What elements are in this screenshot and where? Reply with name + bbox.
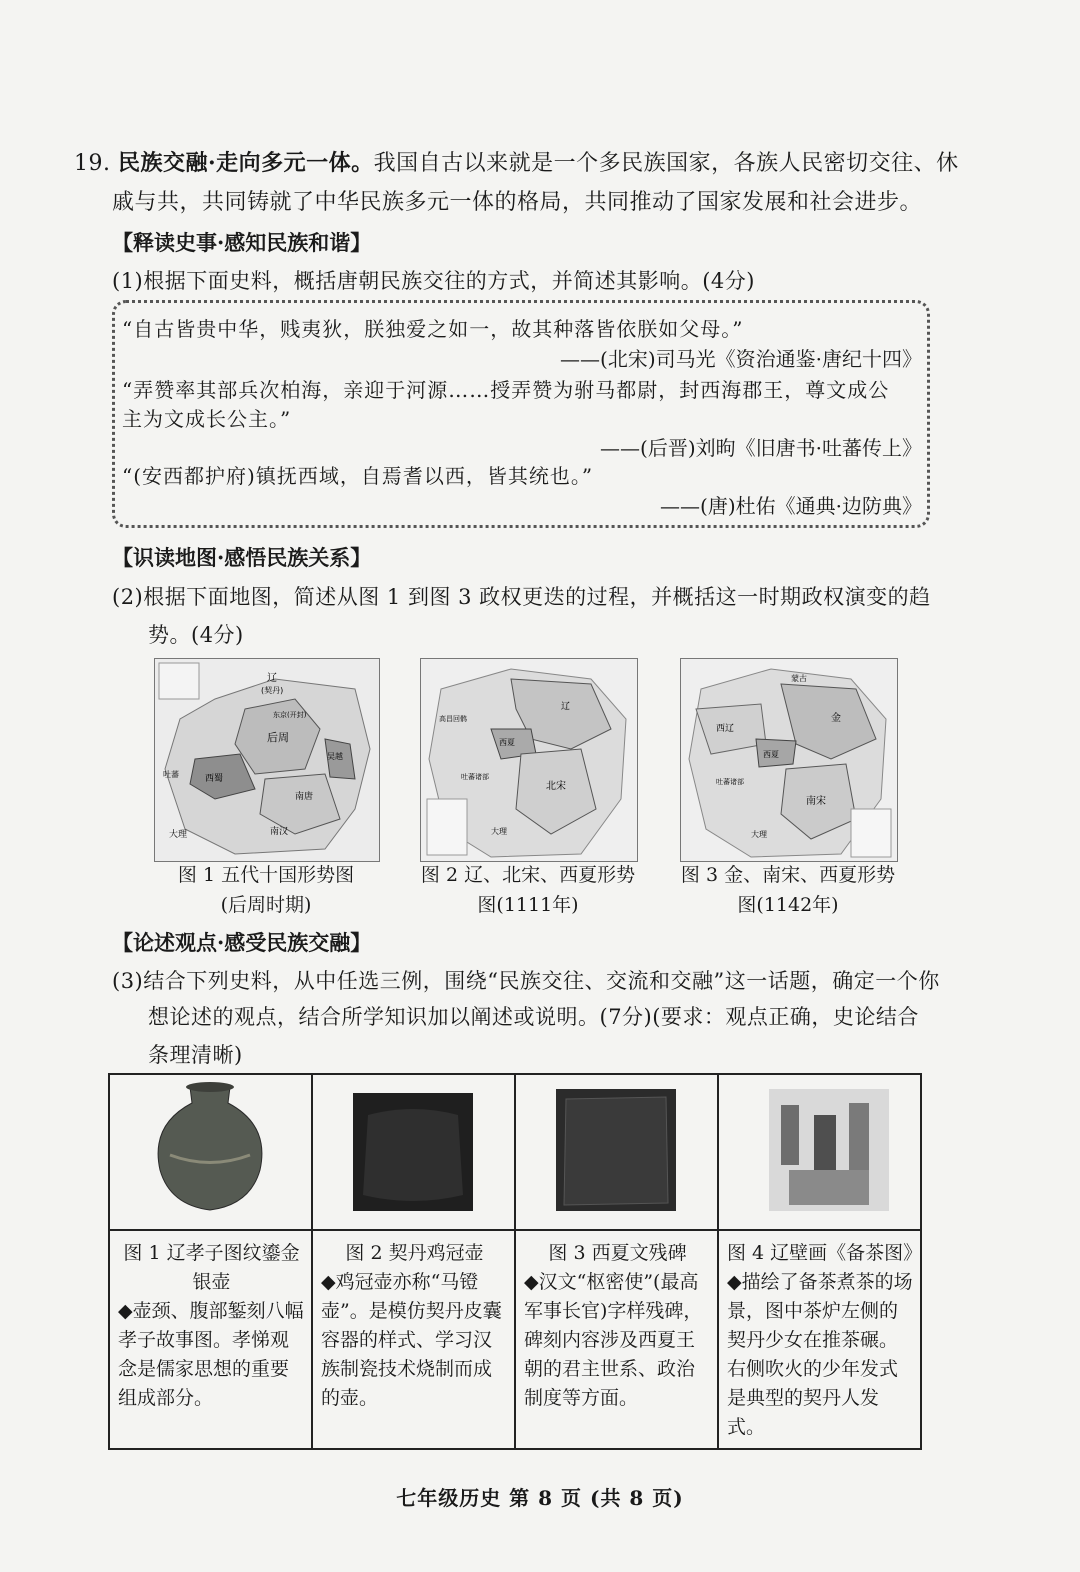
artifact-3-text: ◆汉文“枢密使”(最高军事长官)字样残碑，碑刻内容涉及西夏王朝的君主世系、政治制度等方面。	[524, 1271, 703, 1409]
part2-prompt-1: (2)根据下面地图，简述从图 1 到图 3 政权更迭的过程，并概括这一时期政权演变的趋	[112, 585, 931, 609]
map-liao-song-xixia	[420, 658, 638, 862]
artifact-3-title: 图 3 西夏文残碑	[548, 1242, 687, 1264]
map1-label-liao: 辽	[267, 673, 277, 684]
map3-label-xiliao: 西辽	[716, 724, 735, 734]
artifact-3-image	[515, 1074, 718, 1230]
map2-label-beisong: 北宋	[546, 781, 566, 792]
map1-caption-1: 图 1 五代十国形势图	[177, 864, 355, 886]
question-number: 19.	[74, 151, 111, 176]
artifact-4-image	[718, 1074, 921, 1230]
question-line-1	[74, 148, 959, 179]
quote-2-source: ——(后晋)刘昫《旧唐书·吐蕃传上》	[600, 436, 922, 460]
map1-label-wuyue: 吴越	[327, 752, 343, 761]
artifact-2-title: 图 2 契丹鸡冠壶	[345, 1242, 484, 1264]
map3-caption-2: 图(1142年)	[737, 894, 839, 916]
map2-label-dali: 大理	[491, 827, 507, 836]
map2-label-gaochang: 高昌回鹘	[439, 715, 467, 723]
map-five-dynasties	[154, 658, 380, 862]
artifact-3-desc	[515, 1230, 718, 1449]
question-title: 民族交融·走向多元一体。	[118, 150, 374, 176]
part2-section-title: 【识读地图·感悟民族关系】	[112, 545, 372, 570]
part3-section-title: 【论述观点·感受民族交融】	[112, 930, 372, 955]
map3-label-dali: 大理	[751, 830, 767, 839]
map2-caption-1: 图 2 辽、北宋、西夏形势	[420, 864, 636, 886]
quote-2-line-1: “弄赞率其部兵次柏海，亲迎于河源……授弄赞为驸马都尉，封西海郡王，尊文成公	[122, 378, 890, 402]
artifact-4-desc	[718, 1230, 921, 1449]
map1-label-houzhou: 后周	[267, 731, 289, 744]
map1-label-nanhan: 南汉	[270, 827, 289, 837]
map1-label-xishu: 西蜀	[205, 774, 224, 784]
part3-prompt-1: (3)结合下列史料，从中任选三例，围绕“民族交往、交流和交融”这一话题，确定一个你	[112, 969, 940, 993]
map1-label-kaifeng: 东京(开封)	[273, 711, 307, 719]
map1-label-dali: 大理	[169, 830, 188, 840]
map2-label-liao: 辽	[561, 702, 571, 712]
part1-prompt: (1)根据下面史料，概括唐朝民族交往的方式，并简述其影响。(4分)	[112, 269, 755, 293]
map1-caption-2: (后周时期)	[220, 894, 312, 916]
artifact-1-text: ◆壶颈、腹部錾刻八幅孝子故事图。孝悌观念是儒家思想的重要组成部分。	[118, 1300, 304, 1409]
part2-prompt-2: 势。(4分)	[148, 623, 244, 647]
part3-prompt-2: 想论述的观点，结合所学知识加以阐述或说明。(7分)(要求：观点正确，史论结合	[148, 1005, 919, 1029]
artifact-2-image	[312, 1074, 515, 1230]
artifact-1-desc	[109, 1230, 312, 1449]
map3-caption-1: 图 3 金、南宋、西夏形势	[680, 864, 896, 886]
map3-label-jin: 金	[831, 713, 841, 724]
map3-label-nansong: 南宋	[806, 796, 826, 807]
question-intro-1: 我国自古以来就是一个多民族国家，各族人民密切交往、休	[373, 151, 959, 176]
artifact-4-title: 图 4 辽壁画《备茶图》	[727, 1242, 923, 1264]
map3-label-xixia: 西夏	[763, 750, 779, 759]
artifact-4-text: ◆描绘了备茶煮茶的场景，图中茶炉左侧的契丹少女在推茶碾。右侧吹火的少年发式是典型的契丹人发式。	[727, 1271, 913, 1438]
map-jin-nansong-xixia	[680, 658, 898, 862]
artifact-1-title: 图 1 辽孝子图纹鎏金银壶	[123, 1242, 300, 1293]
quote-1: “自古皆贵中华，贱夷狄，朕独爱之如一，故其种落皆依朕如父母。”	[122, 317, 744, 341]
page-footer: 七年级历史 第 8 页 (共 8 页)	[396, 1486, 684, 1510]
artifact-1-image	[109, 1074, 312, 1230]
map2-caption-2: 图(1111年)	[477, 894, 579, 916]
quote-2-line-2: 主为文成长公主。”	[122, 407, 292, 431]
artifact-table	[108, 1073, 922, 1450]
quote-1-source: ——(北宋)司马光《资治通鉴·唐纪十四》	[560, 347, 922, 371]
map2-label-tubo: 吐蕃诸部	[461, 773, 489, 781]
map2-label-xixia: 西夏	[499, 738, 515, 747]
question-intro-2: 戚与共，共同铸就了中华民族多元一体的格局，共同推动了国家发展和社会进步。	[112, 190, 923, 215]
map1-label-qidan: (契丹)	[261, 686, 284, 695]
artifact-2-desc	[312, 1230, 515, 1449]
map3-label-menggu: 蒙古	[791, 674, 807, 683]
part1-section-title: 【释读史事·感知民族和谐】	[112, 230, 372, 255]
map1-label-tubo: 吐蕃	[163, 770, 179, 779]
map1-label-nantang: 南唐	[295, 792, 314, 802]
quote-3: “(安西都护府)镇抚西域，自焉耆以西，皆其统也。”	[122, 464, 594, 488]
quote-3-source: ——(唐)杜佑《通典·边防典》	[660, 494, 922, 518]
artifact-2-text: ◆鸡冠壶亦称“马镫壶”。是模仿契丹皮囊容器的样式、学习汉族制瓷技术烧制而成的壶。	[321, 1271, 502, 1409]
part3-prompt-3: 条理清晰)	[148, 1043, 243, 1067]
map3-label-tubo: 吐蕃诸部	[716, 778, 744, 786]
